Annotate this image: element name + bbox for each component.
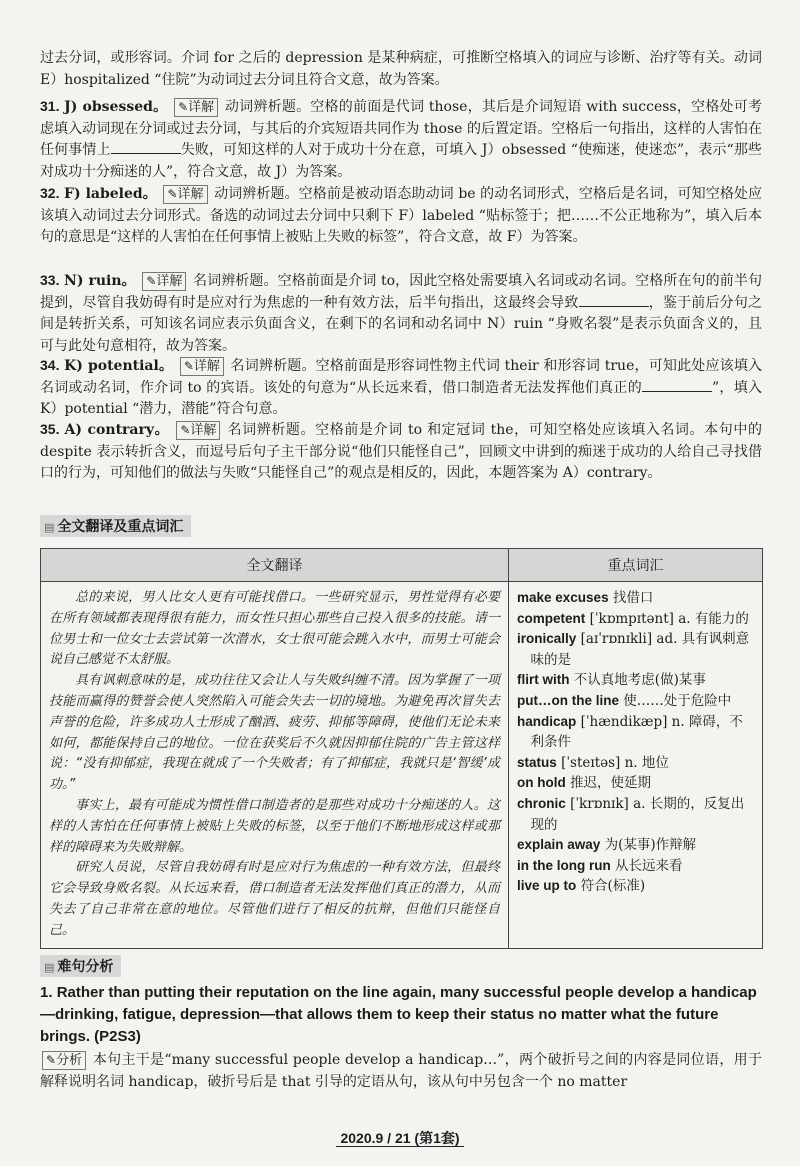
detail-tag: ✎详解 <box>176 421 220 440</box>
pen-icon: ✎ <box>146 274 157 288</box>
difficult-sentence: 1. Rather than putting their reputation on the line again, many successful people develop a handicap—drinking, fatigue, depression—that allows them to keep their status no matter what the future brings. (P2S3) <box>40 984 757 1045</box>
answer-35: 35. A) contrary。 ✎详解 名词辨析题。空格前是介词 to 和定冠词 the，可知空格处应该填入名词。本句中的 despite 表示转折含义，而逗号后句子主干部分说“他们只能怪自己”，回顾文中讲到的痴迷于成功的人给自己寻找借口的行为，可知他们的做法与失败“只能怪自己”的观点是相反的，因此，本题答案为 A）contrary。 <box>40 421 763 482</box>
detail-tag: ✎详解 <box>174 98 218 117</box>
vocab-item: handicap [ˈhændikæp] n. 障碍，不利条件 <box>517 713 743 751</box>
translation-paragraph: 具有讽刺意味的是，成功往往又会让人与失败纠缠不清。因为掌握了一项技能而赢得的赞誉会使人突然陷入可能会失去一切的境地。为避免再次冒失去声誉的危险，许多成功人士形成了酗酒、疲劳、抑郁等障碍，使他们无论未来如何，都能保持自己的地位。一位在获奖后不久就因抑郁住院的广告主管这样说：“没有抑郁症，我现在就成了一个失败者；有了抑郁症，我就只是‘智缓’成功。” <box>49 673 501 793</box>
vocab-item: on hold 推迟，使延期 <box>517 775 652 792</box>
vocab-item: in the long run 从长远来看 <box>517 857 683 874</box>
blank-line <box>111 141 181 154</box>
pen-icon: ✎ <box>183 359 194 373</box>
pen-icon: ✎ <box>178 100 189 114</box>
vocab-item: flirt with 不认真地考虑(做)某事 <box>517 672 706 689</box>
vocab-item: put…on the line 使……处于危险中 <box>517 692 732 709</box>
section-header-analysis: ▤ 难句分析 <box>40 955 121 977</box>
translation-paragraph: 事实上，最有可能成为惯性借口制造者的是那些对成功十分痴迷的人。这样的人害怕在任何事情上被贴上失败的标签，以至于他们不断地形成这样或那样的障碍来为失败辩解。 <box>49 797 500 855</box>
answer-33: 33. N) ruin。 ✎详解 名词辨析题。空格前面是介词 to，因此空格处需要填入名词或动名词。空格所在句的前半句提到，尽管自我妨碍有时是应对行为焦虑的一种有效方法，后半句指出，这最终会导致 ，鉴于前后分句之间是转折关系，可知该名词应表示负面含义，在剩下的名词和动名词中 N）ruin “身败名裂”是表示负面含义的，且可与此处句意相符，故为答案。 <box>40 272 763 354</box>
vocab-cell <box>509 582 763 949</box>
table-header-translation: 全文翻译 <box>41 549 509 582</box>
translation-cell <box>41 582 509 949</box>
vocab-item: competent [ˈkɒmpɪtənt] a. 有能力的 <box>517 610 749 627</box>
pen-icon: ✎ <box>180 423 191 437</box>
vocab-item: explain away 为(某事)作辩解 <box>517 837 697 854</box>
analysis-tag: ✎分析 <box>42 1051 86 1070</box>
answer-31: 31. J) obsessed。 ✎详解 动词辨析题。空格的前面是代词 those，其后是介词短语 with success，空格处可考虑填入动词现在分词或过去分词，与其后的介宾短语共同作为 those 的后置定语。空格后一句指出，这样的人害怕在任何事情上 失败，可知这样的人对于成功十分在意，可填入 J）obsessed “使痴迷，使迷恋”，表示“那些对成功十分痴迷的人”，符合文意，故 J）为答案。 <box>40 98 763 180</box>
detail-tag: ✎详解 <box>163 185 207 204</box>
blank-line <box>579 294 649 307</box>
blank-line <box>642 379 712 392</box>
analysis-paragraph: ✎分析 本句主干是“many successful people develop a handicap…”，两个破折号之间的内容是同位语，用于解释说明名词 handicap，破折号后是 that 引导的定语从句，该从句中另包含一个 no matter <box>40 1052 762 1090</box>
pen-icon: ✎ <box>167 187 178 201</box>
pen-icon: ✎ <box>46 1053 57 1067</box>
intro-paragraph: 过去分词，或形容词。介词 for 之后的 depression 是某种病症，可推断空格填入的词应与诊断、治疗等有关。动词 E）hospitalized “住院”为动词过去分词且符合文意，故为答案。 <box>40 50 762 88</box>
vocab-item: ironically [aɪˈrɒnɪkli] ad. 具有讽刺意味的是 <box>517 631 750 668</box>
book-icon: ▤ <box>44 521 55 534</box>
answer-32: 32. F) labeled。 ✎详解 动词辨析题。空格前是被动语态助动词 be 的动名词形式，空格后是名词，可知空格处应该填入动词过去分词形式。备选的动词过去分词中只剩下 F）labeled “贴标签于；把……不公正地称为”，填入后本句的意思是“这样的人害怕在任何事情上被贴上失败的标签”，符合文意，故 F）为答案。 <box>40 185 763 246</box>
page-footer: 2020.9 / 21 (第1套) <box>0 1128 800 1148</box>
vocab-item: chronic [ˈkrɒnɪk] a. 长期的，反复出现的 <box>517 795 745 833</box>
vocab-item: status [ˈsteɪtəs] n. 地位 <box>517 754 669 771</box>
vocab-item: live up to 符合(标准) <box>517 878 646 895</box>
detail-tag: ✎详解 <box>142 272 186 291</box>
translation-paragraph: 研究人员说，尽管自我妨碍有时是应对行为焦虑的一种有效方法，但最终它会导致身败名裂。从长远来看，借口制造者无法发挥他们真正的潜力，从而失去了自己非常在意的地位。尽管他们进行了相反的抗辩，但他们只能怪自己。 <box>49 860 500 938</box>
translation-vocab-table <box>40 548 763 949</box>
translation-paragraph: 总的来说，男人比女人更有可能找借口。一些研究显示，男性觉得有必要在所有领域都表现得很有能力，而女性只担心那些自己投入很多的技能。请一位男士和一位女士去尝试第一次潜水，女士很可能会跳入水中，而男士可能会说自己感觉不太舒服。 <box>49 590 500 668</box>
vocab-item: make excuses 找借口 <box>517 590 654 606</box>
table-header-vocab: 重点词汇 <box>509 549 763 582</box>
answer-34: 34. K) potential。 ✎详解 名词辨析题。空格前面是形容词性物主代词 their 和形容词 true，可知此处应该填入名词或动名词，作介词 to 的宾语。该处的句意为“从长远来看，借口制造者无法发挥他们真正的 ”，填入 K）potential “潜力，潜能”符合句意。 <box>40 357 763 418</box>
section-header-translation: ▤ 全文翻译及重点词汇 <box>40 515 191 537</box>
detail-tag: ✎详解 <box>180 357 224 376</box>
book-icon: ▤ <box>44 961 55 974</box>
